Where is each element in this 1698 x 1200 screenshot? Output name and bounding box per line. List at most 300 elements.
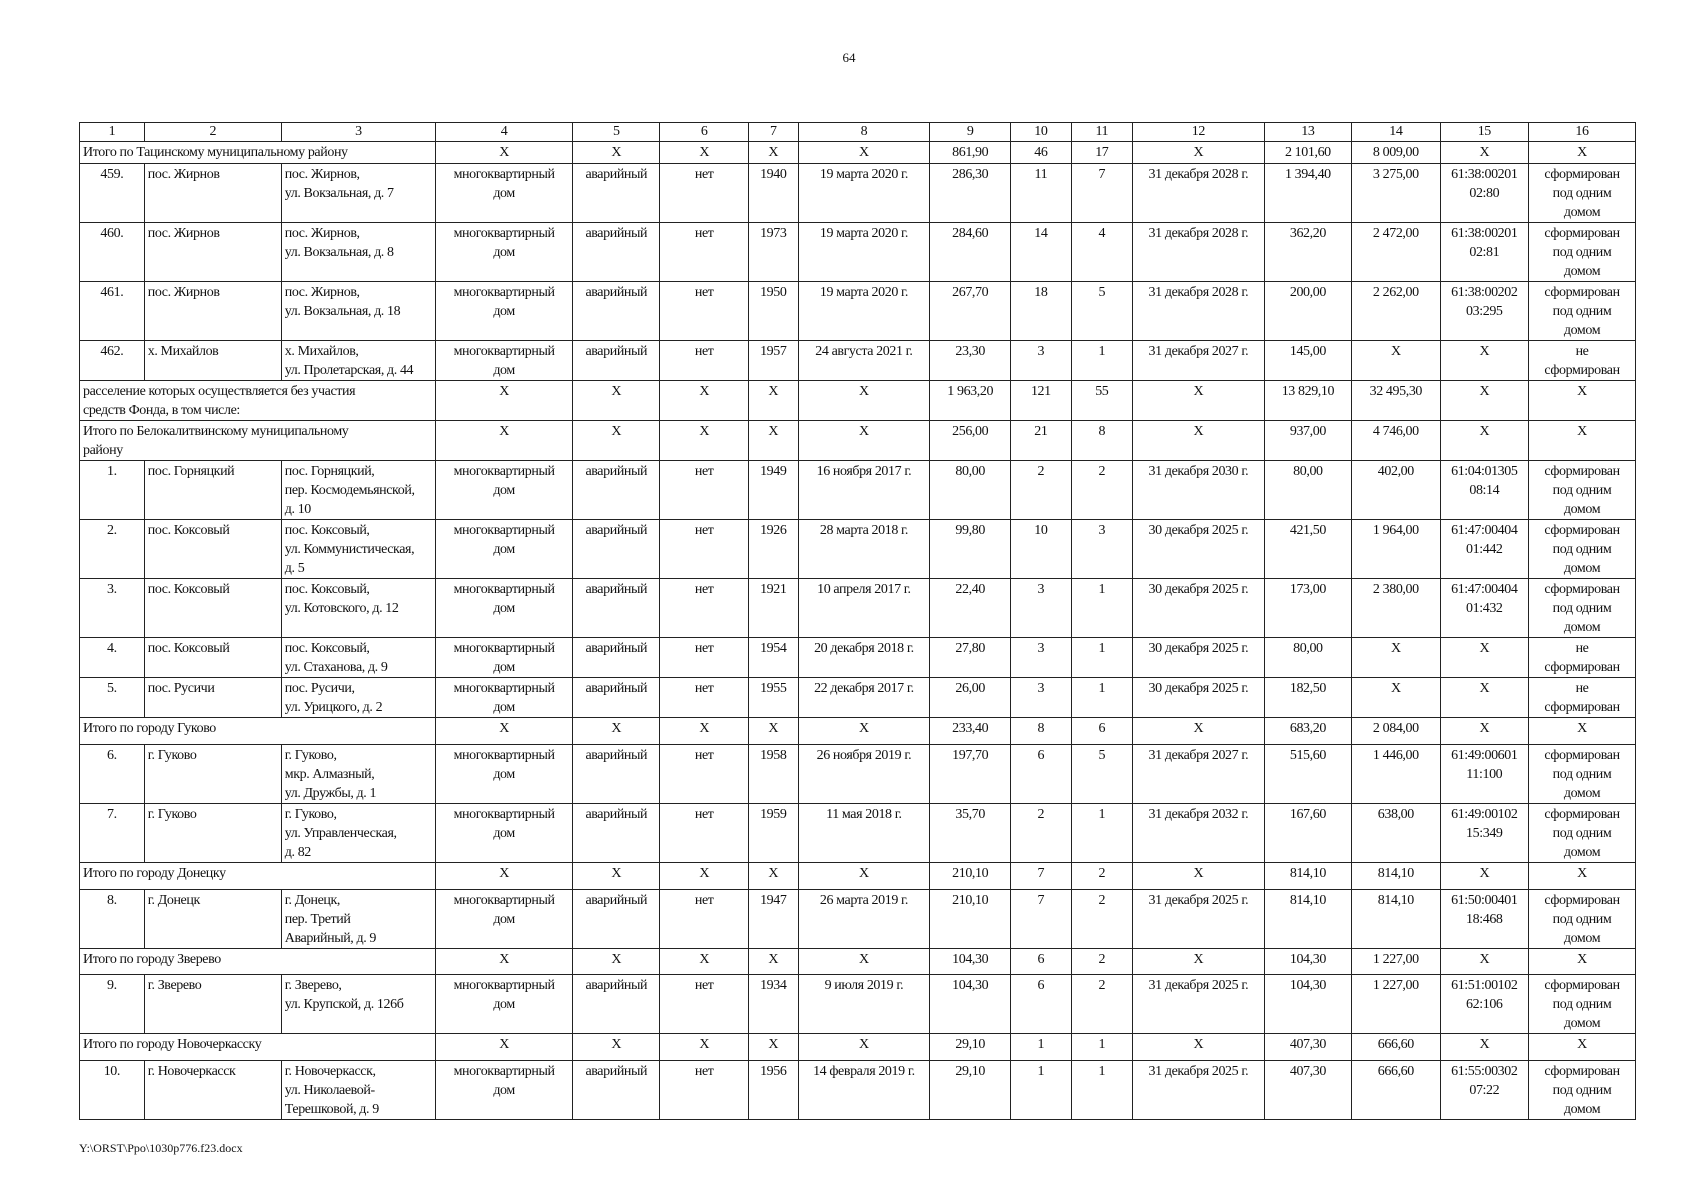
subtotal-cell: X: [748, 1034, 798, 1061]
table-cell: сформирован под одним домом: [1529, 804, 1636, 863]
table-cell: г. Донецк, пер. Третий Аварийный, д. 9: [281, 890, 435, 949]
table-cell: 3: [1011, 579, 1071, 638]
table-cell: 1959: [748, 804, 798, 863]
subtotal-cell: 2 101,60: [1264, 142, 1351, 164]
table-cell: пос. Жирнов: [144, 164, 281, 223]
table-cell: 460.: [80, 223, 145, 282]
table-cell: пос. Коксовый, ул. Стаханова, д. 9: [281, 638, 435, 678]
subtotal-cell: 46: [1011, 142, 1071, 164]
table-cell: г. Зверево, ул. Крупской, д. 126б: [281, 975, 435, 1034]
table-cell: 462.: [80, 341, 145, 381]
table-row: [80, 579, 1636, 638]
table-cell: многоквартирный дом: [436, 341, 573, 381]
table-cell: 666,60: [1352, 1061, 1440, 1120]
table-cell: 3.: [80, 579, 145, 638]
subtotal-label: Итого по городу Донецку: [80, 863, 436, 890]
table-row: [80, 282, 1636, 341]
subtotal-cell: 814,10: [1352, 863, 1440, 890]
table-cell: 2.: [80, 520, 145, 579]
table-cell: 22,40: [930, 579, 1011, 638]
table-cell: 2: [1071, 975, 1133, 1034]
table-cell: 1956: [748, 1061, 798, 1120]
table-cell: X: [1440, 678, 1528, 718]
subtotal-row: [80, 863, 1636, 890]
table-cell: нет: [660, 520, 748, 579]
subtotal-cell: X: [798, 421, 930, 461]
subtotal-cell: 104,30: [1264, 949, 1351, 975]
table-cell: 1: [1071, 804, 1133, 863]
subtotal-label: Итого по Тацинскому муниципальному району: [80, 142, 436, 164]
table-cell: нет: [660, 579, 748, 638]
subtotal-cell: X: [1440, 142, 1528, 164]
table-cell: многоквартирный дом: [436, 461, 573, 520]
subtotal-cell: X: [1529, 142, 1636, 164]
housing-table-wrapper: [79, 122, 1636, 1120]
table-cell: сформирован под одним домом: [1529, 223, 1636, 282]
table-cell: 3: [1071, 520, 1133, 579]
subtotal-cell: X: [748, 863, 798, 890]
table-cell: 61:38:00201 02:80: [1440, 164, 1528, 223]
table-cell: сформирован под одним домом: [1529, 890, 1636, 949]
table-cell: аварийный: [573, 579, 660, 638]
table-cell: 31 декабря 2032 г.: [1133, 804, 1265, 863]
table-cell: 80,00: [1264, 461, 1351, 520]
table-cell: 61:49:00601 11:100: [1440, 745, 1528, 804]
table-cell: пос. Горняцкий, пер. Космодемьянской, д. 10: [281, 461, 435, 520]
table-cell: нет: [660, 164, 748, 223]
column-number-10: 10: [1011, 123, 1071, 142]
subtotal-cell: X: [660, 421, 748, 461]
table-cell: многоквартирный дом: [436, 745, 573, 804]
table-cell: 6: [1011, 745, 1071, 804]
table-cell: многоквартирный дом: [436, 638, 573, 678]
table-cell: 18: [1011, 282, 1071, 341]
subtotal-cell: X: [798, 863, 930, 890]
table-cell: 421,50: [1264, 520, 1351, 579]
table-cell: нет: [660, 223, 748, 282]
subtotal-cell: X: [798, 1034, 930, 1061]
column-number-8: 8: [798, 123, 930, 142]
table-cell: 61:55:00302 07:22: [1440, 1061, 1528, 1120]
table-cell: г. Гуково: [144, 745, 281, 804]
subtotal-cell: 2 084,00: [1352, 718, 1440, 745]
table-cell: многоквартирный дом: [436, 804, 573, 863]
table-cell: аварийный: [573, 678, 660, 718]
subtotal-cell: X: [573, 863, 660, 890]
table-cell: аварийный: [573, 520, 660, 579]
table-cell: 20 декабря 2018 г.: [798, 638, 930, 678]
table-cell: 31 декабря 2025 г.: [1133, 975, 1265, 1034]
table-cell: 16 ноября 2017 г.: [798, 461, 930, 520]
subtotal-cell: X: [1440, 863, 1528, 890]
table-cell: г. Зверево: [144, 975, 281, 1034]
table-cell: сформирован под одним домом: [1529, 520, 1636, 579]
table-cell: 1955: [748, 678, 798, 718]
table-cell: X: [1352, 341, 1440, 381]
subtotal-cell: X: [436, 421, 573, 461]
table-row: [80, 520, 1636, 579]
table-row: [80, 890, 1636, 949]
table-row: [80, 638, 1636, 678]
subtotal-cell: X: [1133, 421, 1265, 461]
table-cell: 1: [1071, 678, 1133, 718]
table-cell: 10 апреля 2017 г.: [798, 579, 930, 638]
subtotal-label: расселение которых осуществляется без участия средств Фонда, в том числе:: [80, 381, 436, 421]
table-cell: пос. Жирнов: [144, 282, 281, 341]
subtotal-cell: X: [1133, 949, 1265, 975]
subtotal-cell: 861,90: [930, 142, 1011, 164]
table-cell: 104,30: [930, 975, 1011, 1034]
table-cell: 80,00: [1264, 638, 1351, 678]
table-cell: сформирован под одним домом: [1529, 461, 1636, 520]
table-row: [80, 804, 1636, 863]
table-cell: 31 декабря 2027 г.: [1133, 745, 1265, 804]
subtotal-cell: 4 746,00: [1352, 421, 1440, 461]
table-cell: пос. Жирнов, ул. Вокзальная, д. 8: [281, 223, 435, 282]
table-row: [80, 341, 1636, 381]
table-cell: 22 декабря 2017 г.: [798, 678, 930, 718]
table-cell: 638,00: [1352, 804, 1440, 863]
subtotal-label: Итого по городу Новочеркасску: [80, 1034, 436, 1061]
table-cell: 6: [1011, 975, 1071, 1034]
table-cell: 1 394,40: [1264, 164, 1351, 223]
table-cell: аварийный: [573, 164, 660, 223]
subtotal-cell: X: [798, 718, 930, 745]
subtotal-cell: X: [1529, 381, 1636, 421]
subtotal-row: [80, 949, 1636, 975]
table-cell: 286,30: [930, 164, 1011, 223]
table-cell: аварийный: [573, 638, 660, 678]
table-cell: 1958: [748, 745, 798, 804]
table-cell: нет: [660, 745, 748, 804]
subtotal-cell: X: [1133, 1034, 1265, 1061]
column-number-row: [80, 123, 1636, 142]
table-row: [80, 223, 1636, 282]
subtotal-cell: X: [436, 863, 573, 890]
subtotal-label: Итого по городу Зверево: [80, 949, 436, 975]
table-cell: многоквартирный дом: [436, 678, 573, 718]
table-cell: многоквартирный дом: [436, 520, 573, 579]
table-cell: 3: [1011, 678, 1071, 718]
table-cell: аварийный: [573, 282, 660, 341]
table-cell: 61:04:01305 08:14: [1440, 461, 1528, 520]
subtotal-cell: 6: [1011, 949, 1071, 975]
table-cell: 515,60: [1264, 745, 1351, 804]
subtotal-cell: X: [660, 718, 748, 745]
table-row: [80, 745, 1636, 804]
table-cell: 8.: [80, 890, 145, 949]
table-cell: 2: [1071, 461, 1133, 520]
table-cell: нет: [660, 638, 748, 678]
table-cell: 61:47:00404 01:432: [1440, 579, 1528, 638]
subtotal-cell: X: [436, 142, 573, 164]
column-number-2: 2: [144, 123, 281, 142]
subtotal-cell: 1: [1071, 1034, 1133, 1061]
subtotal-cell: 17: [1071, 142, 1133, 164]
table-cell: 284,60: [930, 223, 1011, 282]
table-cell: 1954: [748, 638, 798, 678]
table-cell: 2: [1011, 461, 1071, 520]
table-cell: 61:38:00201 02:81: [1440, 223, 1528, 282]
column-number-9: 9: [930, 123, 1011, 142]
table-cell: аварийный: [573, 804, 660, 863]
table-cell: 182,50: [1264, 678, 1351, 718]
subtotal-cell: X: [573, 949, 660, 975]
subtotal-cell: X: [1133, 142, 1265, 164]
subtotal-cell: X: [660, 381, 748, 421]
table-cell: сформирован под одним домом: [1529, 745, 1636, 804]
table-cell: 80,00: [930, 461, 1011, 520]
table-cell: 30 декабря 2025 г.: [1133, 638, 1265, 678]
column-number-6: 6: [660, 123, 748, 142]
table-cell: 1947: [748, 890, 798, 949]
table-cell: сформирован под одним домом: [1529, 579, 1636, 638]
subtotal-cell: 13 829,10: [1264, 381, 1351, 421]
table-cell: 31 декабря 2025 г.: [1133, 890, 1265, 949]
subtotal-cell: X: [1440, 718, 1528, 745]
table-cell: пос. Русичи, ул. Урицкого, д. 2: [281, 678, 435, 718]
table-cell: 26 ноября 2019 г.: [798, 745, 930, 804]
table-cell: 1921: [748, 579, 798, 638]
table-cell: 1: [1071, 1061, 1133, 1120]
table-cell: 362,20: [1264, 223, 1351, 282]
table-cell: X: [1352, 638, 1440, 678]
subtotal-cell: X: [1529, 863, 1636, 890]
table-cell: нет: [660, 804, 748, 863]
table-cell: аварийный: [573, 341, 660, 381]
table-cell: сформирован под одним домом: [1529, 1061, 1636, 1120]
table-cell: 19 марта 2020 г.: [798, 164, 930, 223]
table-cell: 35,70: [930, 804, 1011, 863]
table-cell: г. Новочеркасск, ул. Николаевой- Терешковой, д. 9: [281, 1061, 435, 1120]
table-cell: г. Гуково, ул. Управленческая, д. 82: [281, 804, 435, 863]
table-cell: пос. Жирнов: [144, 223, 281, 282]
table-cell: 407,30: [1264, 1061, 1351, 1120]
table-cell: 26 марта 2019 г.: [798, 890, 930, 949]
table-cell: не сформирован: [1529, 341, 1636, 381]
table-cell: 200,00: [1264, 282, 1351, 341]
subtotal-cell: X: [748, 718, 798, 745]
subtotal-cell: X: [573, 142, 660, 164]
table-cell: X: [1352, 678, 1440, 718]
subtotal-label: Итого по Белокалитвинскому муниципальному району: [80, 421, 436, 461]
table-cell: 31 декабря 2028 г.: [1133, 164, 1265, 223]
table-cell: 11: [1011, 164, 1071, 223]
table-row: [80, 164, 1636, 223]
table-cell: X: [1440, 341, 1528, 381]
subtotal-row: [80, 421, 1636, 461]
table-cell: пос. Коксовый: [144, 520, 281, 579]
table-cell: 5.: [80, 678, 145, 718]
table-cell: нет: [660, 282, 748, 341]
table-cell: х. Михайлов, ул. Пролетарская, д. 44: [281, 341, 435, 381]
column-number-5: 5: [573, 123, 660, 142]
table-cell: 2 472,00: [1352, 223, 1440, 282]
table-cell: 61:50:00401 18:468: [1440, 890, 1528, 949]
table-row: [80, 975, 1636, 1034]
column-number-13: 13: [1264, 123, 1351, 142]
subtotal-cell: 8: [1071, 421, 1133, 461]
table-cell: 2: [1011, 804, 1071, 863]
table-cell: 31 декабря 2028 г.: [1133, 282, 1265, 341]
column-number-1: 1: [80, 123, 145, 142]
table-cell: нет: [660, 461, 748, 520]
table-cell: 23,30: [930, 341, 1011, 381]
subtotal-cell: 1: [1011, 1034, 1071, 1061]
column-number-3: 3: [281, 123, 435, 142]
table-body: [80, 123, 1636, 1120]
table-cell: 11 мая 2018 г.: [798, 804, 930, 863]
table-cell: х. Михайлов: [144, 341, 281, 381]
subtotal-cell: X: [748, 421, 798, 461]
subtotal-cell: 104,30: [930, 949, 1011, 975]
table-cell: г. Донецк: [144, 890, 281, 949]
column-number-12: 12: [1133, 123, 1265, 142]
table-cell: 2 262,00: [1352, 282, 1440, 341]
subtotal-cell: 8: [1011, 718, 1071, 745]
table-cell: многоквартирный дом: [436, 1061, 573, 1120]
subtotal-cell: X: [573, 421, 660, 461]
table-cell: 1: [1071, 579, 1133, 638]
subtotal-cell: 407,30: [1264, 1034, 1351, 1061]
subtotal-cell: 121: [1011, 381, 1071, 421]
subtotal-cell: 233,40: [930, 718, 1011, 745]
column-number-15: 15: [1440, 123, 1528, 142]
table-cell: пос. Русичи: [144, 678, 281, 718]
table-cell: 173,00: [1264, 579, 1351, 638]
footer-file-path: Y:\ORST\Ppo\1030p776.f23.docx: [79, 1141, 243, 1155]
table-cell: 24 августа 2021 г.: [798, 341, 930, 381]
column-number-14: 14: [1352, 123, 1440, 142]
table-cell: сформирован под одним домом: [1529, 975, 1636, 1034]
subtotal-cell: 937,00: [1264, 421, 1351, 461]
subtotal-cell: 7: [1011, 863, 1071, 890]
column-number-11: 11: [1071, 123, 1133, 142]
table-cell: 27,80: [930, 638, 1011, 678]
subtotal-cell: X: [1133, 381, 1265, 421]
table-cell: 99,80: [930, 520, 1011, 579]
subtotal-cell: X: [748, 949, 798, 975]
subtotal-cell: X: [1440, 421, 1528, 461]
table-cell: 61:51:00102 62:106: [1440, 975, 1528, 1034]
table-cell: 19 марта 2020 г.: [798, 223, 930, 282]
table-cell: 1973: [748, 223, 798, 282]
subtotal-cell: X: [1529, 1034, 1636, 1061]
subtotal-cell: 1 963,20: [930, 381, 1011, 421]
table-cell: нет: [660, 1061, 748, 1120]
table-cell: 7: [1011, 890, 1071, 949]
subtotal-cell: 666,60: [1352, 1034, 1440, 1061]
subtotal-cell: 2: [1071, 949, 1133, 975]
table-row: [80, 678, 1636, 718]
table-cell: 104,30: [1264, 975, 1351, 1034]
table-cell: г. Гуково: [144, 804, 281, 863]
subtotal-cell: 32 495,30: [1352, 381, 1440, 421]
table-cell: 14 февраля 2019 г.: [798, 1061, 930, 1120]
table-cell: 9.: [80, 975, 145, 1034]
table-cell: аварийный: [573, 890, 660, 949]
table-cell: 61:47:00404 01:442: [1440, 520, 1528, 579]
table-cell: нет: [660, 341, 748, 381]
housing-table: [79, 122, 1636, 1120]
table-cell: 30 декабря 2025 г.: [1133, 579, 1265, 638]
subtotal-cell: 2: [1071, 863, 1133, 890]
subtotal-cell: 29,10: [930, 1034, 1011, 1061]
table-cell: 10.: [80, 1061, 145, 1120]
table-cell: многоквартирный дом: [436, 579, 573, 638]
subtotal-cell: X: [748, 142, 798, 164]
table-cell: нет: [660, 890, 748, 949]
table-row: [80, 461, 1636, 520]
table-cell: г. Гуково, мкр. Алмазный, ул. Дружбы, д. 1: [281, 745, 435, 804]
table-cell: многоквартирный дом: [436, 282, 573, 341]
table-cell: аварийный: [573, 975, 660, 1034]
table-cell: 31 декабря 2028 г.: [1133, 223, 1265, 282]
subtotal-cell: 814,10: [1264, 863, 1351, 890]
table-cell: 29,10: [930, 1061, 1011, 1120]
table-cell: не сформирован: [1529, 638, 1636, 678]
subtotal-cell: X: [436, 1034, 573, 1061]
subtotal-cell: X: [1529, 949, 1636, 975]
table-cell: пос. Коксовый, ул. Коммунистическая, д. 5: [281, 520, 435, 579]
subtotal-cell: X: [436, 718, 573, 745]
table-cell: пос. Горняцкий: [144, 461, 281, 520]
subtotal-row: [80, 381, 1636, 421]
table-cell: сформирован под одним домом: [1529, 282, 1636, 341]
table-cell: пос. Коксовый, ул. Котовского, д. 12: [281, 579, 435, 638]
table-cell: нет: [660, 975, 748, 1034]
table-cell: 814,10: [1352, 890, 1440, 949]
subtotal-cell: X: [573, 381, 660, 421]
table-cell: 1926: [748, 520, 798, 579]
table-cell: многоквартирный дом: [436, 223, 573, 282]
table-cell: аварийный: [573, 461, 660, 520]
table-cell: 30 декабря 2025 г.: [1133, 678, 1265, 718]
table-cell: г. Новочеркасск: [144, 1061, 281, 1120]
subtotal-cell: 8 009,00: [1352, 142, 1440, 164]
subtotal-cell: X: [660, 142, 748, 164]
table-cell: 3 275,00: [1352, 164, 1440, 223]
table-cell: 7.: [80, 804, 145, 863]
table-cell: 14: [1011, 223, 1071, 282]
subtotal-cell: 21: [1011, 421, 1071, 461]
subtotal-cell: 683,20: [1264, 718, 1351, 745]
table-cell: 5: [1071, 745, 1133, 804]
table-cell: нет: [660, 678, 748, 718]
page-number: 64: [842, 50, 856, 65]
subtotal-row: [80, 142, 1636, 164]
table-cell: 6.: [80, 745, 145, 804]
table-cell: 3: [1011, 341, 1071, 381]
subtotal-cell: 1 227,00: [1352, 949, 1440, 975]
table-cell: пос. Жирнов, ул. Вокзальная, д. 7: [281, 164, 435, 223]
table-cell: 167,60: [1264, 804, 1351, 863]
table-cell: аварийный: [573, 1061, 660, 1120]
table-cell: аварийный: [573, 223, 660, 282]
subtotal-cell: 6: [1071, 718, 1133, 745]
table-cell: 1934: [748, 975, 798, 1034]
subtotal-cell: X: [1440, 1034, 1528, 1061]
subtotal-cell: X: [1529, 421, 1636, 461]
table-cell: 26,00: [930, 678, 1011, 718]
subtotal-cell: X: [436, 949, 573, 975]
table-cell: 402,00: [1352, 461, 1440, 520]
table-cell: 4: [1071, 223, 1133, 282]
table-cell: 210,10: [930, 890, 1011, 949]
table-cell: 1950: [748, 282, 798, 341]
subtotal-cell: X: [798, 949, 930, 975]
table-cell: 145,00: [1264, 341, 1351, 381]
